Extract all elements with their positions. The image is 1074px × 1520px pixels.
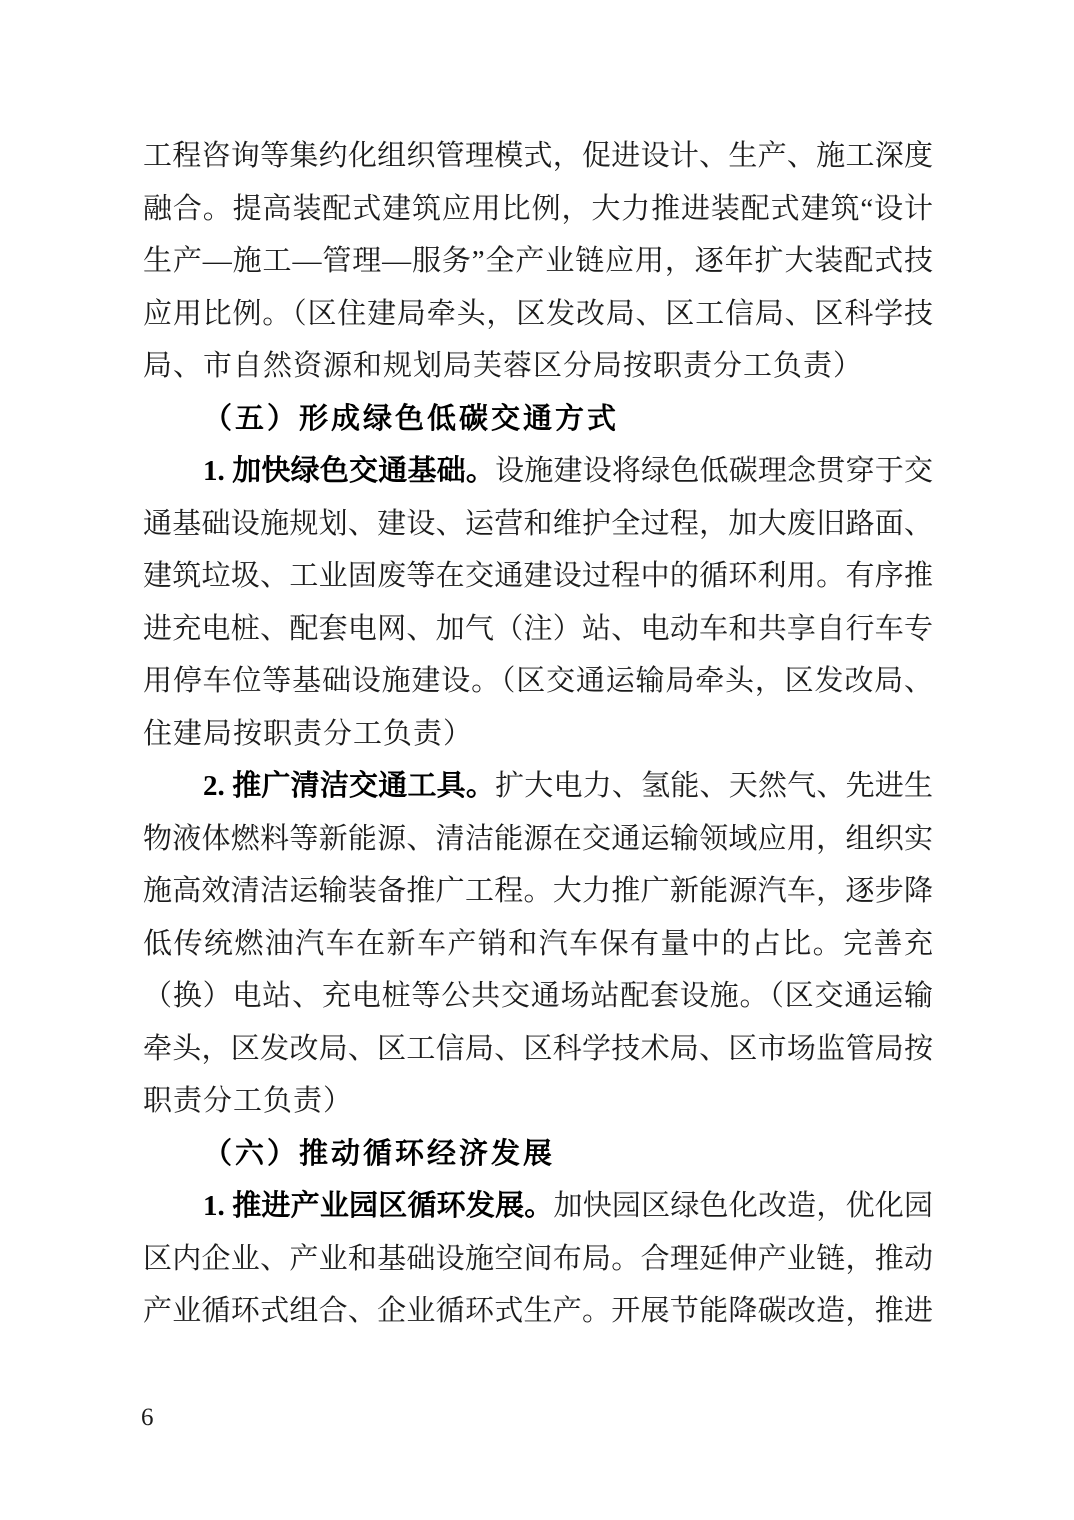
line-text: 住建局按职责分工负责）: [143, 717, 474, 750]
text-line-23: [143, 1285, 933, 1338]
line-text: 工程咨询等集约化组织管理模式，促进设计、生产、施工深度: [143, 140, 933, 172]
text-line-12: [143, 708, 933, 761]
text-line-1: [143, 130, 933, 183]
line-text: 建筑垃圾、工业固废等在交通建设过程中的循环利用。有序推: [143, 560, 933, 592]
text-line-18: [143, 1023, 933, 1076]
text-line-16: [143, 918, 933, 971]
line-text: 通基础设施规划、建设、运营和维护全过程，加大废旧路面、: [143, 507, 933, 540]
text-line-7: [143, 445, 933, 498]
line-text: 产业循环式组合、企业循环式生产。开展节能降碳改造，推进: [143, 1295, 933, 1327]
text-line-21: [143, 1180, 933, 1233]
line-text: 局、市自然资源和规划局芙蓉区分局按职责分工负责）: [143, 350, 864, 382]
heading-text: （六）推动循环经济发展: [203, 1137, 556, 1170]
text-line-9: [143, 550, 933, 603]
section-heading-5: [143, 393, 933, 446]
page-number: 6: [141, 1404, 154, 1431]
line-text: 用停车位等基础设施建设。（区交通运输局牵头，区发改局、: [143, 665, 933, 697]
text-line-10: [143, 603, 933, 656]
heading-text: （五）形成绿色低碳交通方式: [203, 402, 620, 435]
document-body: [143, 130, 933, 1338]
item-title: 1. 推进产业园区循环发展。: [203, 1190, 554, 1222]
text-line-11: [143, 655, 933, 708]
text-line-8: [143, 498, 933, 551]
text-line-19: [143, 1075, 933, 1128]
text-line-4: [143, 288, 933, 341]
line-text: 应用比例。（区住建局牵头，区发改局、区工信局、区科学技: [143, 297, 933, 330]
line-text: 物液体燃料等新能源、清洁能源在交通运输领域应用，组织实: [143, 822, 933, 855]
line-text: 低传统燃油汽车在新车产销和汽车保有量中的占比。完善充: [143, 927, 933, 960]
text-line-17: [143, 970, 933, 1023]
line-text: 扩大电力、氢能、天然气、先进生: [495, 770, 933, 802]
text-line-2: [143, 183, 933, 236]
line-text: 牵头，区发改局、区工信局、区科学技术局、区市场监管局按: [143, 1032, 933, 1065]
line-text: 进充电桩、配套电网、加气（注）站、电动车和共享自行车专: [143, 612, 933, 645]
line-text: 区内企业、产业和基础设施空间布局。合理延伸产业链，推动: [143, 1242, 933, 1275]
text-line-14: [143, 813, 933, 866]
line-text: 设施建设将绿色低碳理念贯穿于交: [495, 455, 933, 487]
line-text: 融合。提高装配式建筑应用比例，大力推进装配式建筑“设计: [143, 192, 933, 225]
line-text: 职责分工负责）: [143, 1085, 354, 1117]
line-text: 生产—施工—管理—服务”全产业链应用，逐年扩大装配式技: [143, 245, 933, 277]
item-title: 1. 加快绿色交通基础。: [203, 455, 496, 487]
text-line-22: [143, 1233, 933, 1286]
item-title: 2. 推广清洁交通工具。: [203, 770, 496, 802]
section-heading-6: [143, 1128, 933, 1181]
text-line-5: [143, 340, 933, 393]
line-text: 加快园区绿色化改造，优化园: [553, 1190, 933, 1222]
line-text: （换）电站、充电桩等公共交通场站配套设施。（区交通运输: [143, 980, 933, 1012]
text-line-3: [143, 235, 933, 288]
text-line-15: [143, 865, 933, 918]
text-line-13: [143, 760, 933, 813]
line-text: 施高效清洁运输装备推广工程。大力推广新能源汽车，逐步降: [143, 875, 933, 907]
